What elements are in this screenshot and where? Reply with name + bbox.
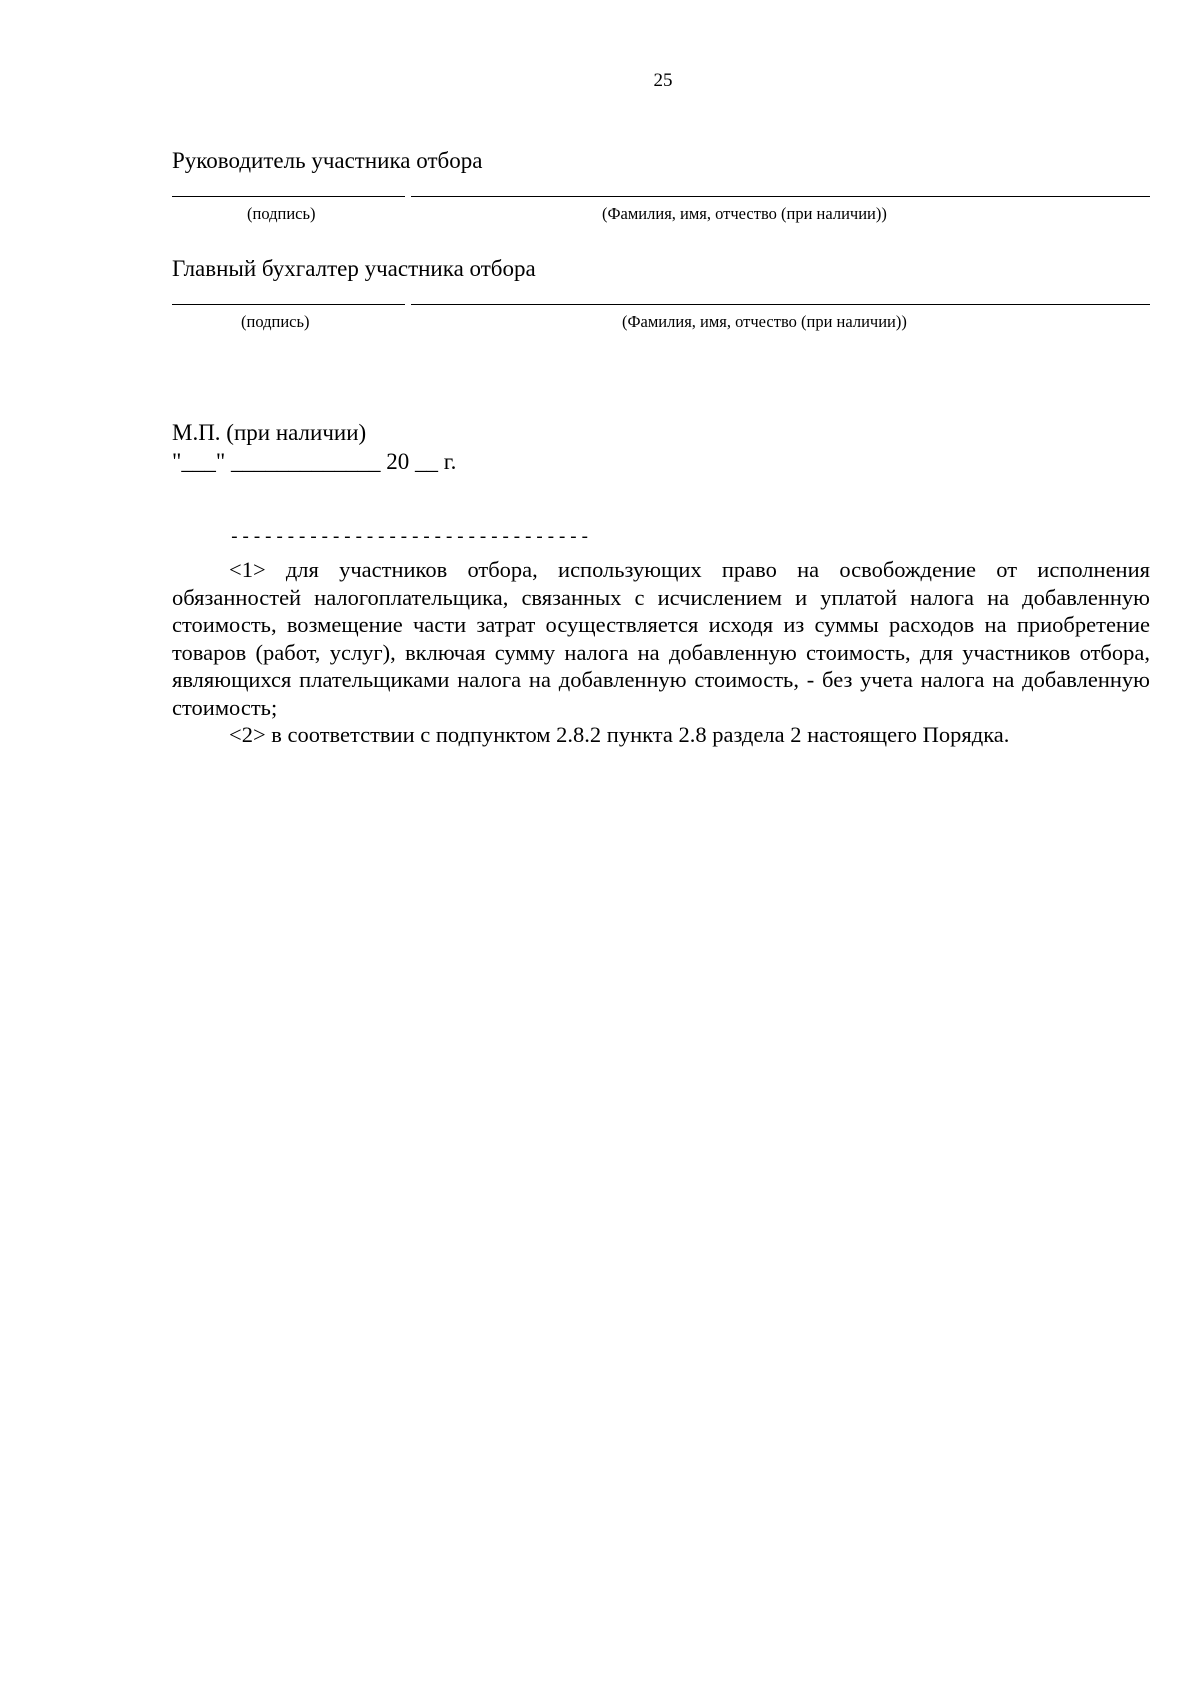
accountant-signature-title: Главный бухгалтер участника отбора (172, 256, 536, 281)
footnote-separator: -------------------------------- (229, 528, 591, 548)
head-signature-caption: (подпись) (247, 204, 316, 223)
accountant-name-line (411, 304, 1150, 305)
head-signature-title: Руководитель участника отбора (172, 148, 483, 173)
date-line: "___" _____________ 20 __ г. (172, 449, 457, 474)
accountant-name-caption: (Фамилия, имя, отчество (при наличии)) (622, 312, 907, 331)
footnote-2: <2> в соответствии с подпунктом 2.8.2 пункта 2.8 раздела 2 настоящего Порядка. (229, 722, 1010, 747)
head-name-caption: (Фамилия, имя, отчество (при наличии)) (602, 204, 887, 223)
page-number: 25 (653, 70, 673, 91)
footnote-1: <1> для участников отбора, использующих право на освобождение от исполнения обязанностей налогоплательщика, связанных с исчислением и уплатой налога на добавленную стоимость, возмещение части затрат осуществляется исходя из суммы расходов на приобретение товаров (работ, услуг), включая сумму налога на добавленную стоимость, для участников отбора, являющихся плательщиками налога на добавленную стоимость, - без учета налога на добавленную стоимость; (172, 557, 1150, 720)
accountant-signature-caption: (подпись) (241, 312, 310, 331)
head-signature-line (172, 196, 405, 197)
head-name-line (411, 196, 1150, 197)
accountant-signature-line (172, 304, 405, 305)
footnotes (172, 556, 1150, 749)
stamp-label: М.П. (при наличии) (172, 420, 367, 445)
